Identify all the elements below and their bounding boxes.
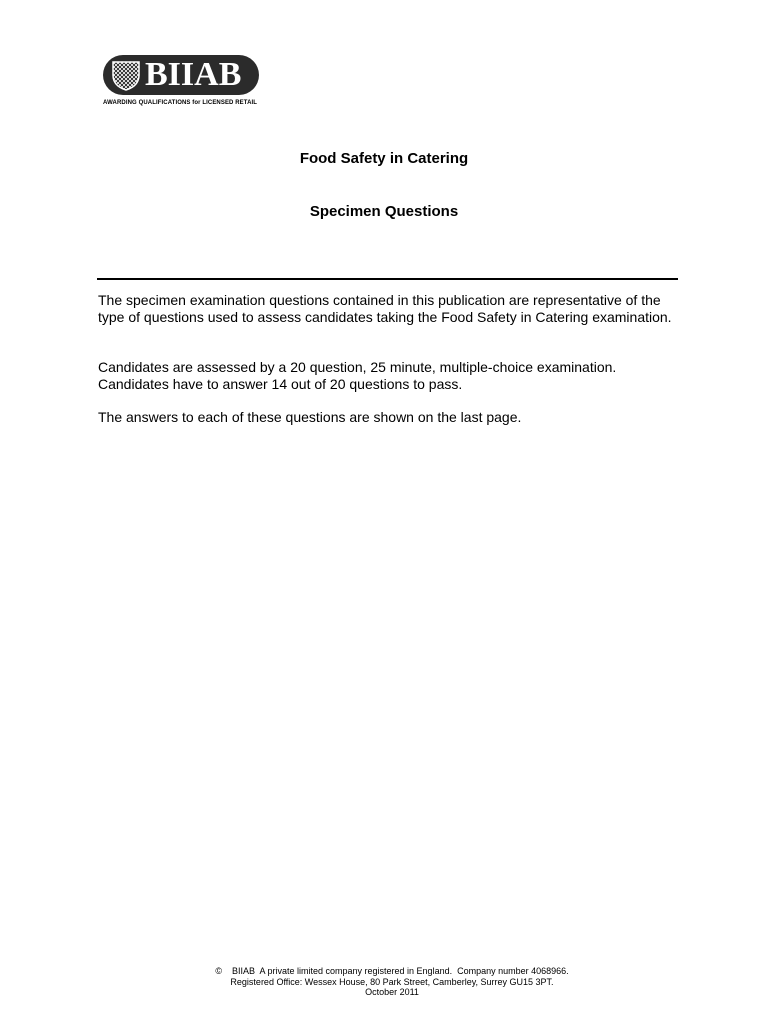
- logo-wordmark: BIIAB: [145, 56, 242, 93]
- intro-paragraph: The specimen examination questions contained in this publication are representative of the type of questions used to assess candidates taking the Food Safety in Catering examination.: [98, 292, 672, 325]
- document-title: Food Safety in Catering: [299, 150, 469, 167]
- biiab-logo: [103, 55, 263, 111]
- answers-paragraph: The answers to each of these questions are shown on the last page.: [98, 409, 522, 425]
- page-footer: [0, 966, 768, 998]
- footer-copyright: © BIIAB A private limited company registered in England. Company number 4068966.: [215, 966, 569, 976]
- footer-registered-office: Registered Office: Wessex House, 80 Park Street, Camberley, Surrey GU15 3PT.: [230, 976, 554, 987]
- logo-badge: [103, 55, 259, 95]
- document-subtitle: Specimen Questions: [309, 203, 459, 220]
- logo-tagline: AWARDING QUALIFICATIONS for LICENSED RETAIL: [103, 100, 258, 106]
- assessment-paragraph: Candidates are assessed by a 20 question, 25 minute, multiple-choice examination. Candidates have to answer 14 out of 20 questions to pass.: [98, 359, 617, 392]
- footer-date: October 2011: [365, 987, 419, 997]
- shield-crest-icon: [109, 58, 143, 92]
- horizontal-rule: [97, 278, 678, 280]
